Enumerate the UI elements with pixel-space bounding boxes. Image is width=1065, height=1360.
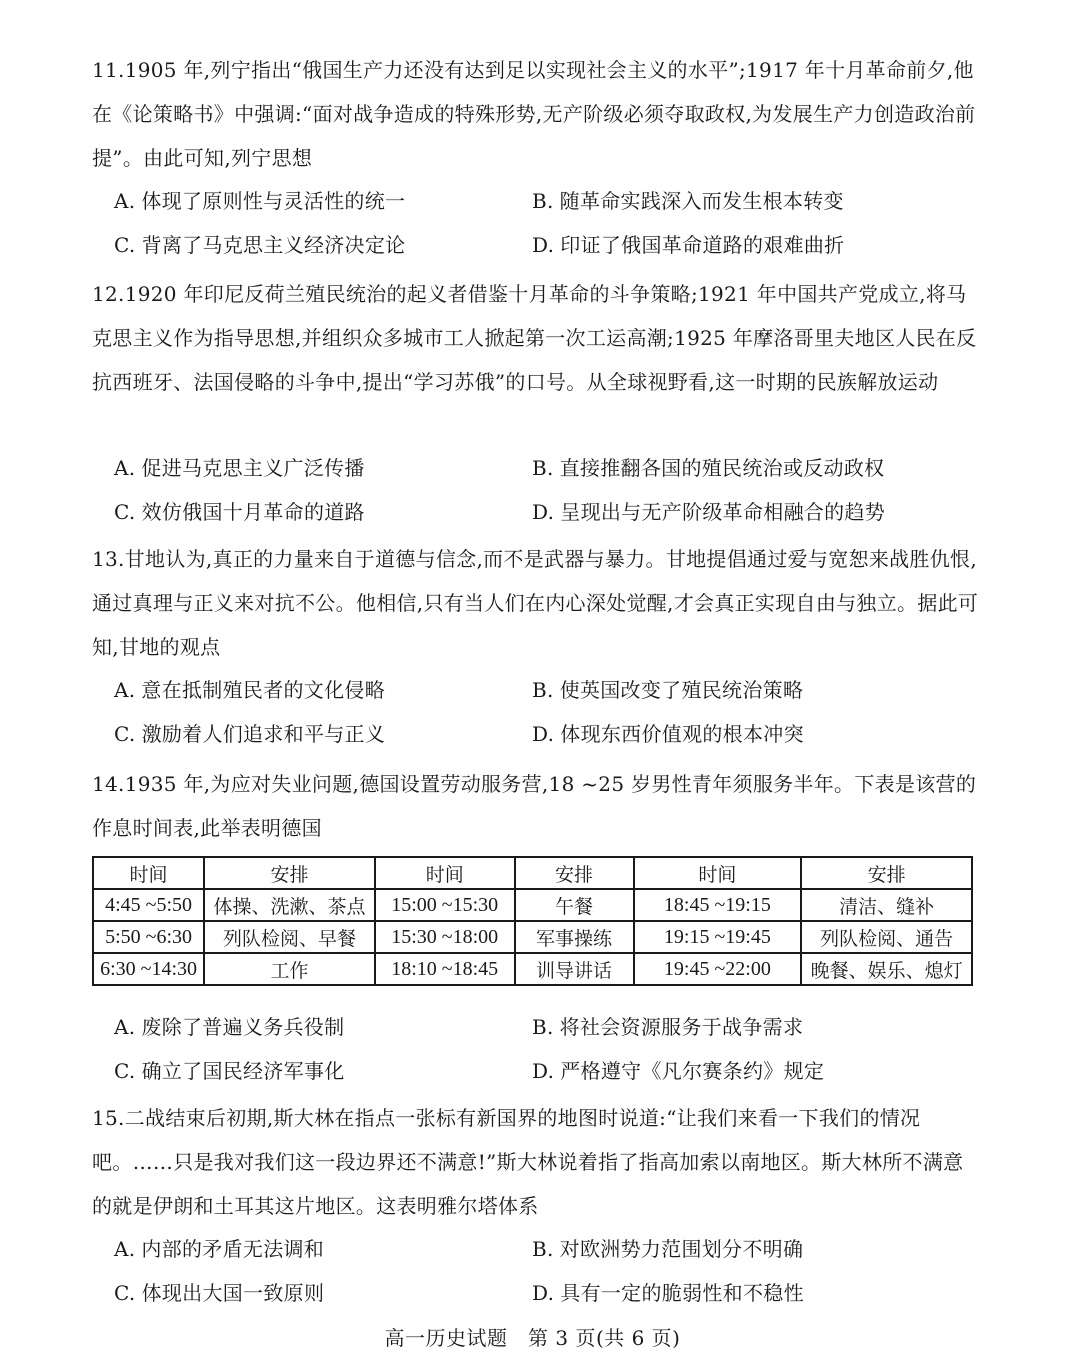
table-header: 安排 [515,857,634,889]
table-cell: 军事操练 [515,921,634,953]
question-text: 1905 年,列宁指出“俄国生产力还没有达到足以实现社会主义的水平”;1917 年十月革命前夕,他在《论策略书》中强调:“面对战争造成的特殊形势,无产阶级必须夺取政权,为发展生产力创造政治前提”。由此可知,列宁思想 [92,58,976,170]
question-14-option-c: C. 确立了国民经济军事化 [114,1059,345,1083]
question-text: 1935 年,为应对失业问题,德国设置劳动服务营,18 ~25 岁男性青年须服务半年。下表是该营的作息时间表,此举表明德国 [92,772,977,840]
table-cell: 18:10 ~18:45 [375,953,515,985]
table-cell: 工作 [204,953,375,985]
table-cell: 训导讲话 [515,953,634,985]
table-row [93,953,972,985]
question-number: 11. [92,58,125,82]
table-header: 时间 [375,857,515,889]
table-cell: 5:50 ~6:30 [93,921,204,953]
question-12-stem [92,272,982,404]
question-number: 15. [92,1106,125,1130]
question-13-option-d: D. 体现东西价值观的根本冲突 [532,722,804,746]
question-12-option-a: A. 促进马克思主义广泛传播 [114,456,365,480]
question-13-option-a: A. 意在抵制殖民者的文化侵略 [114,678,386,702]
question-11-option-c: C. 背离了马克思主义经济决定论 [114,233,406,257]
question-text: 1920 年印尼反荷兰殖民统治的起义者借鉴十月革命的斗争策略;1921 年中国共产党成立,将马克思主义作为指导思想,并组织众多城市工人掀起第一次工运高潮;1925 年摩洛哥里夫地区人民在反抗西班牙、法国侵略的斗争中,提出“学习苏俄”的口号。从全球视野看,这一时期的民族解放运动 [92,282,977,394]
table-cell: 列队检阅、通告 [801,921,972,953]
question-12-option-c: C. 效仿俄国十月革命的道路 [114,500,365,524]
question-11-option-b: B. 随革命实践深入而发生根本转变 [532,189,844,213]
question-12-option-d: D. 呈现出与无产阶级革命相融合的趋势 [532,500,886,524]
table-header-row [93,857,972,889]
question-14-option-a: A. 废除了普遍义务兵役制 [114,1015,345,1039]
question-text: 甘地认为,真正的力量来自于道德与信念,而不是武器与暴力。甘地提倡通过爱与宽恕来战胜仇恨,通过真理与正义来对抗不公。他相信,只有当人们在内心深处觉醒,才会真正实现自由与独立。据此可知,甘地的观点 [92,547,979,659]
table-cell: 19:15 ~19:45 [634,921,802,953]
question-text: 二战结束后初期,斯大林在指点一张标有新国界的地图时说道:“让我们来看一下我们的情况吧。……只是我对我们这一段边界还不满意!”斯大林说着指了指高加索以南地区。斯大林所不满意的就是伊朗和土耳其这片地区。这表明雅尔塔体系 [92,1106,964,1218]
question-11-option-d: D. 印证了俄国革命道路的艰难曲折 [532,233,845,257]
schedule-table [92,856,973,986]
page-footer: 高一历史试题 第 3 页(共 6 页) [384,1326,681,1350]
table-row [93,921,972,953]
table-cell: 午餐 [515,889,634,921]
table-cell: 列队检阅、早餐 [204,921,375,953]
question-15-option-d: D. 具有一定的脆弱性和不稳性 [532,1281,804,1305]
table-cell: 19:45 ~22:00 [634,953,802,985]
question-14-stem [92,762,982,850]
question-14-option-d: D. 严格遵守《凡尔赛条约》规定 [532,1059,825,1083]
table-header: 安排 [801,857,972,889]
table-header: 时间 [93,857,204,889]
question-number: 14. [92,772,125,796]
table-cell: 4:45 ~5:50 [93,889,204,921]
table-header: 安排 [204,857,375,889]
question-number: 13. [92,547,125,571]
question-13-option-c: C. 激励着人们追求和平与正义 [114,722,386,746]
question-14-option-b: B. 将社会资源服务于战争需求 [532,1015,804,1039]
question-11-stem [92,48,982,180]
table-cell: 晚餐、娱乐、熄灯 [801,953,972,985]
question-15-option-b: B. 对欧洲势力范围划分不明确 [532,1237,804,1261]
table-cell: 18:45 ~19:15 [634,889,802,921]
question-13-option-b: B. 使英国改变了殖民统治策略 [532,678,804,702]
question-15-option-a: A. 内部的矛盾无法调和 [114,1237,325,1261]
question-number: 12. [92,282,125,306]
table-row [93,889,972,921]
table-cell: 6:30 ~14:30 [93,953,204,985]
question-13-stem [92,537,982,669]
question-11-option-a: A. 体现了原则性与灵活性的统一 [114,189,406,213]
table-header: 时间 [634,857,802,889]
table-cell: 15:00 ~15:30 [375,889,515,921]
question-15-option-c: C. 体现出大国一致原则 [114,1281,325,1305]
table-cell: 体操、洗漱、茶点 [204,889,375,921]
table-cell: 清洁、缝补 [801,889,972,921]
question-12-option-b: B. 直接推翻各国的殖民统治或反动政权 [532,456,885,480]
table-cell: 15:30 ~18:00 [375,921,515,953]
question-15-stem [92,1096,982,1228]
